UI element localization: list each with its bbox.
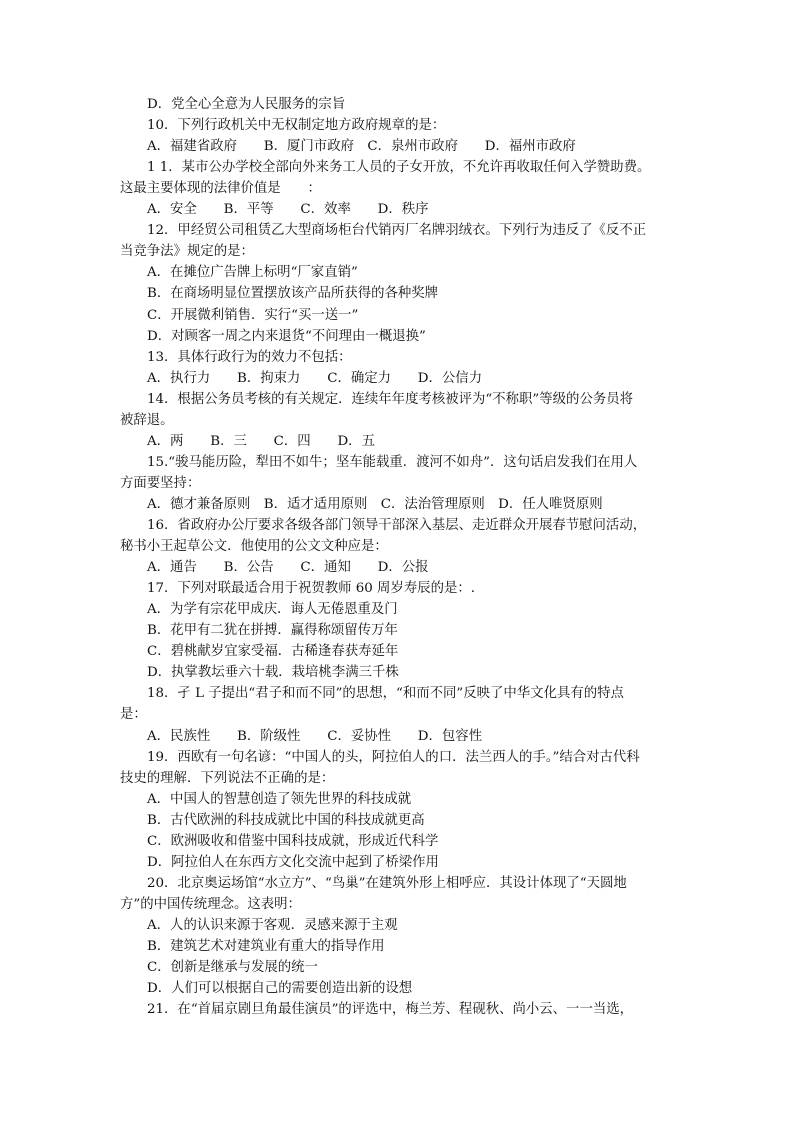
text-line: B．建筑艺术对建筑业有重大的指导作用 [147, 939, 385, 954]
text-line: 方”的中国传统理念。这表明： [120, 896, 301, 912]
text-line: A．人的认识来源于客观．灵感来源于主观 [147, 917, 398, 933]
text-line: 12．甲经贸公司租赁乙大型商场柜台代销丙厂名牌羽绒衣。下列行为违反了《反不正 [147, 223, 647, 239]
text-line: A．为学有宗花甲成庆．诲人无倦恩重及门 [147, 602, 398, 618]
text-line: 10．下列行政机关中无权制定地方政府规章的是： [147, 118, 446, 134]
text-line: A．德才兼备原则 B．适才适用原则 C．法治管理原则 D．任人唯贤原则 [147, 496, 603, 512]
text-line: C．创新是继承与发展的统一 [147, 960, 318, 976]
text-line: A．安全 B．平等 C．效率 D．秩序 [147, 202, 429, 218]
text-line: D．阿拉伯人在东西方文化交流中起到了桥梁作用 [147, 854, 439, 870]
text-line: 13．具体行政行为的效力不包括： [147, 349, 352, 365]
text-line: D．执掌教坛垂六十载．栽培桃李满三千株 [147, 665, 399, 681]
text-line: A．通告 B．公告 C．通知 D．公报 [147, 560, 429, 576]
text-line: A．中国人的智慧创造了领先世界的科技成就 [147, 791, 412, 807]
text-line: A．两 B．三 C．四 D．五 [147, 433, 375, 449]
text-line: 15.“骏马能历险，犁田不如牛；坚车能载重．渡河不如舟”．这句话启发我们在用人 [147, 454, 638, 470]
text-line: C．碧桃献岁宜家受福．古稀逢春获寿延年 [147, 644, 399, 660]
text-line: 是： [120, 707, 147, 723]
text-line: 1 1．某市公办学校全部向外来务工人员的子女开放，不允许再收取任何入学赞助费。 [147, 160, 651, 176]
text-line: 秘书小王起草公文．他使用的公文文种应是： [120, 539, 388, 555]
text-line: 20．北京奥运场馆“水立方”、“鸟巢”在建筑外形上相呼应．其设计体现了“天圆地 [147, 875, 627, 891]
text-line: C．开展微利销售．实行“买一送一” [147, 307, 359, 323]
text-line: A．民族性 B．阶级性 C．妥协性 D．包容性 [147, 728, 483, 744]
text-line: 被辞退。 [120, 412, 174, 428]
text-line: B．花甲有二犹在拼搏．赢得称颂留传万年 [147, 623, 398, 639]
text-line: 18．孑 L 子提出“君子和而不同”的思想，“和而不同”反映了中华文化具有的特点 [147, 686, 624, 702]
text-line: 这最主要体现的法律价值是 ： [120, 181, 321, 197]
text-line: 19．西欧有一句名谚：“中国人的头，阿拉伯人的口．法兰西人的手。”结合对古代科 [147, 749, 640, 765]
text-line: 当竞争法》规定的是： [120, 244, 254, 260]
text-line: 17．下列对联最适合用于祝贺教师 60 周岁寿辰的是：. [147, 581, 476, 597]
text-line: A．在摊位广告牌上标明“厂家直销” [147, 265, 358, 281]
text-line: 方面要坚持： [120, 475, 201, 491]
text-line: D．对顾客一周之内来退货“不问理由一概退换” [147, 328, 426, 344]
text-line: 21．在“首届京剧旦角最佳演员”的评选中，梅兰芳、程砚秋、尚小云、一一当选， [147, 1002, 634, 1018]
text-line: A．福建省政府 B．厦门市政府 C．泉州市政府 D．福州市政府 [147, 139, 576, 155]
text-line: 技史的理解．下列说法不正确的是： [120, 770, 335, 786]
text-line: D．党全心全意为人民服务的宗旨 [147, 97, 346, 112]
text-line: 16．省政府办公厅要求各级各部门领导干部深入基层、走近群众开展春节慰问活动， [147, 518, 647, 533]
text-line: A．执行力 B．拘束力 C．确定力 D．公信力 [147, 370, 483, 386]
text-line: D．人们可以根据自己的需要创造出新的设想 [147, 981, 413, 997]
text-line: B．在商场明显位置摆放该产品所获得的各种奖牌 [147, 286, 439, 302]
text-line: B．古代欧洲的科技成就比中国的科技成就更高 [147, 812, 425, 828]
text-line: 14．根据公务员考核的有关规定．连续年年度考核被评为“不称职”等级的公务员将 [147, 391, 634, 407]
text-line: C．欧洲吸收和借鉴中国科技成就，形成近代科学 [147, 833, 439, 849]
